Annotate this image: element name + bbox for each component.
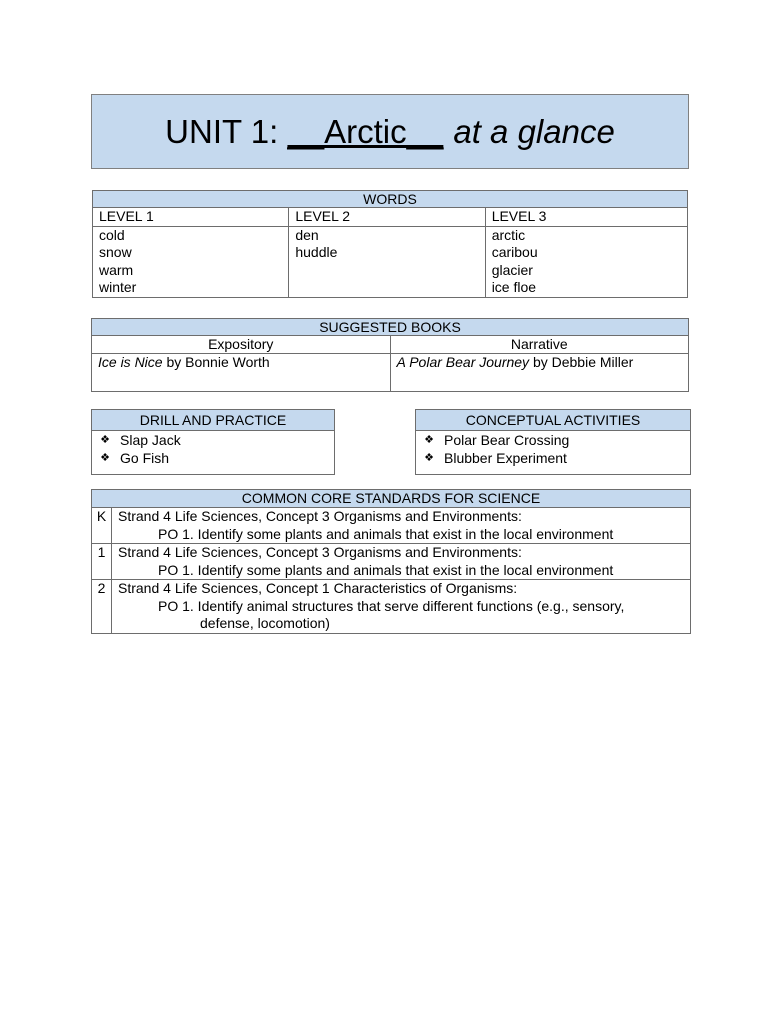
level-3-words [485,226,687,297]
word-item: ice floe [491,279,537,295]
diamond-bullet-icon: ❖ [424,451,434,464]
standards-header: COMMON CORE STANDARDS FOR SCIENCE [92,490,691,508]
list-item [422,450,684,468]
standard-cell [112,580,691,634]
expository-label: Expository [92,336,391,354]
word-item: den [295,226,319,243]
table-row [92,508,691,544]
level-1-words [93,226,289,297]
books-header: SUGGESTED BOOKS [92,319,689,336]
list-item [98,432,328,450]
level-3-label: LEVEL 3 [485,208,687,227]
drill-header: DRILL AND PRACTICE [92,410,335,431]
strand-text: Strand 4 Life Sciences, Concept 3 Organisms and Environments: [118,508,522,524]
standards-table [91,489,691,634]
drill-table [91,409,335,475]
concept-header: CONCEPTUAL ACTIVITIES [416,410,691,431]
grade-cell: K [92,508,112,544]
word-item: snow [99,244,132,260]
unit-title-topic: __Arctic__ [287,112,444,150]
word-item: arctic [491,226,526,243]
level-2-label: LEVEL 2 [289,208,485,227]
strand-text: Strand 4 Life Sciences, Concept 3 Organisms and Environments: [118,544,522,560]
concept-item-label: Polar Bear Crossing [444,432,570,448]
narrative-title: A Polar Bear Journey [396,354,530,370]
unit-title-banner [91,94,689,169]
table-row [92,580,691,634]
diamond-bullet-icon: ❖ [424,434,434,446]
standard-cell [112,544,691,580]
expository-book [92,354,391,392]
expository-author: by Bonnie Worth [162,354,270,370]
narrative-label: Narrative [390,336,689,354]
strand-text: Strand 4 Life Sciences, Concept 1 Characteristics of Organisms: [118,580,518,596]
word-item: cold [99,226,125,243]
table-row [92,544,691,580]
narrative-author: by Debbie Miller [529,354,634,370]
narrative-book [390,354,689,392]
standard-cell [112,508,691,544]
word-item: warm [99,261,134,278]
concept-table [415,409,691,475]
grade-cell: 1 [92,544,112,580]
diamond-bullet-icon: ❖ [100,451,110,464]
concept-item-label: Blubber Experiment [444,449,567,466]
po-text: PO 1. Identify some plants and animals that exist in the local environment [158,525,614,542]
level-1-label: LEVEL 1 [93,208,289,227]
drill-item-label: Go Fish [120,449,170,466]
po-text: PO 1. Identify animal structures that serve different functions (e.g., sensory, [158,597,625,614]
list-item [422,432,684,450]
words-table [92,190,688,298]
drill-list [92,431,335,475]
word-item: caribou [491,244,538,260]
grade-cell: 2 [92,580,112,634]
unit-title-prefix: UNIT 1: [165,112,288,150]
expository-title: Ice is Nice [98,354,163,370]
unit-title-suffix: at a glance [453,112,615,150]
concept-list [416,431,691,475]
books-table [91,318,689,392]
word-item: huddle [295,244,338,260]
po-text-continued: defense, locomotion) [200,615,330,631]
po-text: PO 1. Identify some plants and animals that exist in the local environment [158,561,614,578]
word-item: winter [99,279,137,295]
drill-item-label: Slap Jack [120,432,181,448]
words-header: WORDS [93,191,688,208]
list-item [98,450,328,468]
diamond-bullet-icon: ❖ [100,434,110,446]
level-2-words [289,226,485,297]
word-item: glacier [491,261,533,278]
